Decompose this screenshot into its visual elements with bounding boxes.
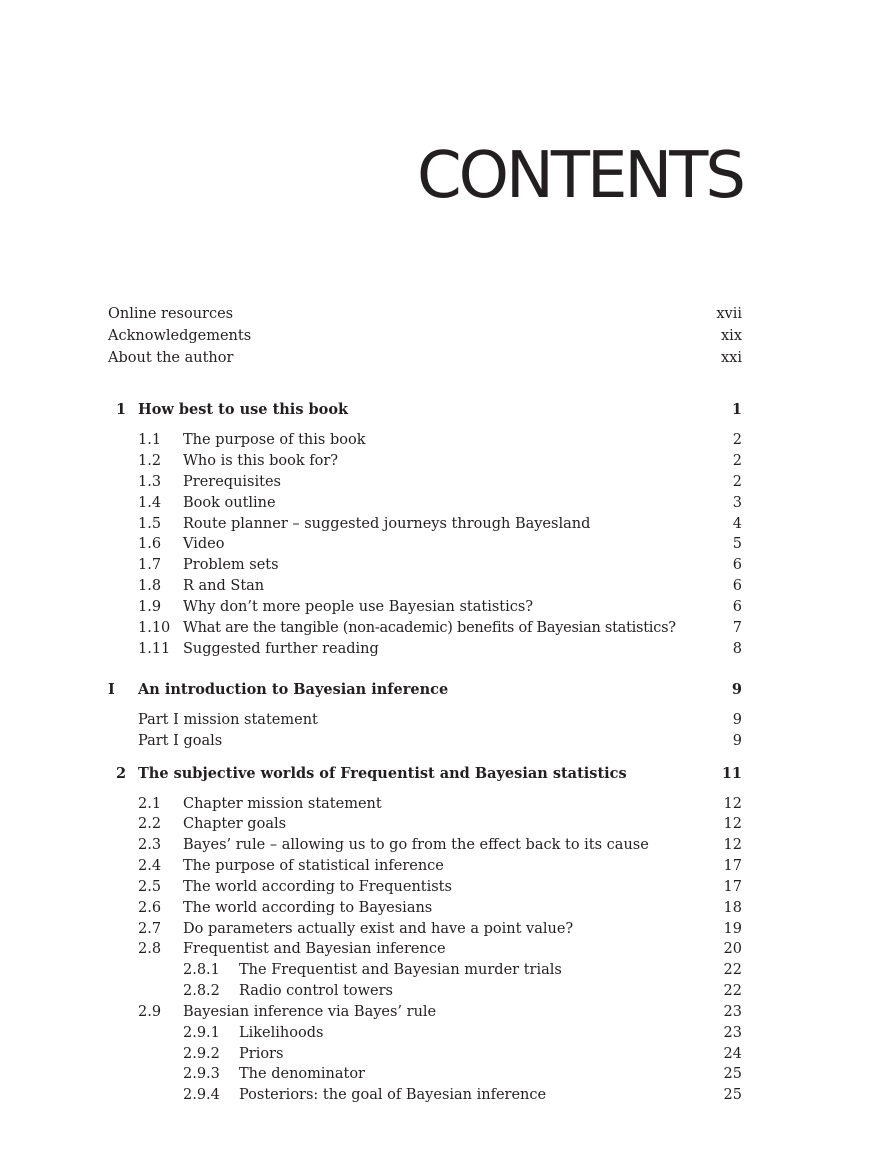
section-number: 1.10 (138, 620, 171, 636)
chapter-number: 2 (116, 765, 127, 782)
subsection-number: 2.9.2 (183, 1046, 220, 1062)
section-title: Problem sets (183, 557, 279, 573)
section-title: What are the tangible (non-academic) benefits of Bayesian statistics? (183, 620, 676, 636)
subsection-number: 2.9.3 (183, 1066, 220, 1082)
chapter-number: 1 (116, 401, 127, 418)
toc-entry-page: xxi (721, 350, 742, 366)
section-number: 1.8 (138, 578, 162, 594)
section-page: 2 (732, 453, 742, 469)
subsection-title: Likelihoods (239, 1025, 324, 1041)
section-title: Who is this book for? (183, 453, 339, 469)
section-number: 1.3 (138, 474, 162, 490)
section-number: 2.7 (138, 921, 162, 937)
toc-section[interactable] (108, 555, 742, 576)
section-page: 6 (732, 599, 742, 615)
section-title: Bayes’ rule – allowing us to go from the effect back to its cause (183, 837, 649, 853)
section-number: 2.8 (138, 941, 162, 957)
toc-entry[interactable] (108, 731, 742, 752)
section-number: 1.5 (138, 516, 162, 532)
section-number: 1.2 (138, 453, 162, 469)
section-number: 2.1 (138, 796, 162, 812)
section-number: 2.4 (138, 858, 162, 874)
section-title: The purpose of this book (183, 432, 366, 448)
chapter-page: 11 (721, 765, 742, 782)
subsection-number: 2.8.1 (183, 962, 220, 978)
section-page: 20 (723, 941, 742, 957)
section-title: The world according to Frequentists (183, 879, 452, 895)
section-page: 6 (732, 578, 742, 594)
toc-section[interactable] (108, 835, 742, 856)
toc-section[interactable] (108, 919, 742, 940)
toc-entry[interactable] (108, 326, 742, 347)
chapter-title: The subjective worlds of Frequentist and Bayesian statistics (138, 765, 627, 782)
section-page: 6 (732, 557, 742, 573)
toc-subsection[interactable] (108, 1044, 742, 1065)
section-title: The purpose of statistical inference (183, 858, 444, 874)
section-number: 2.2 (138, 816, 162, 832)
subsection-title: Priors (239, 1046, 284, 1062)
section-number: 1.9 (138, 599, 162, 615)
subsection-title: Posteriors: the goal of Bayesian inference (239, 1087, 547, 1103)
toc-entry-page: xvii (716, 306, 742, 322)
toc-section[interactable] (108, 472, 742, 493)
toc-section[interactable] (108, 877, 742, 898)
section-title: Chapter goals (183, 816, 287, 832)
section-number: 1.11 (138, 641, 171, 657)
section-page: 7 (732, 620, 742, 636)
toc-section[interactable] (108, 597, 742, 618)
part-number: I (108, 681, 115, 698)
subsection-number: 2.9.4 (183, 1087, 220, 1103)
section-page: 12 (723, 837, 742, 853)
toc-part-heading[interactable] (108, 679, 742, 700)
toc-section[interactable] (108, 856, 742, 877)
chapter-page: 1 (731, 401, 742, 418)
subsection-page: 23 (723, 1025, 742, 1041)
toc-entry-page: xix (721, 328, 742, 344)
section-page: 23 (723, 1004, 742, 1020)
toc-section[interactable] (108, 794, 742, 815)
toc-chapter-heading[interactable] (108, 763, 742, 784)
section-number: 1.4 (138, 495, 162, 511)
toc-section[interactable] (108, 814, 742, 835)
section-title: Do parameters actually exist and have a point value? (183, 921, 574, 937)
section-page: 17 (723, 858, 742, 874)
section-title: The world according to Bayesians (183, 900, 433, 916)
section-title: Bayesian inference via Bayes’ rule (183, 1004, 437, 1020)
section-title: R and Stan (183, 578, 265, 594)
chapter-title: How best to use this book (138, 401, 349, 418)
section-page: 4 (732, 516, 742, 532)
toc-section[interactable] (108, 939, 742, 960)
subsection-number: 2.9.1 (183, 1025, 220, 1041)
page-title: CONTENTS (416, 139, 743, 213)
subsection-title: Radio control towers (239, 983, 393, 999)
section-title: Prerequisites (183, 474, 281, 490)
section-number: 2.5 (138, 879, 162, 895)
toc-entry-title: Part I goals (138, 733, 223, 749)
section-page: 2 (732, 432, 742, 448)
toc-section[interactable] (108, 430, 742, 451)
subsection-page: 22 (723, 983, 742, 999)
toc-section[interactable] (108, 1002, 742, 1023)
toc-entry-title: Acknowledgements (108, 328, 252, 344)
toc-entry-page: 9 (732, 712, 742, 728)
toc-section[interactable] (108, 576, 742, 597)
toc-section[interactable] (108, 639, 742, 660)
section-title: Frequentist and Bayesian inference (183, 941, 446, 957)
section-page: 18 (723, 900, 742, 916)
toc-subsection[interactable] (108, 981, 742, 1002)
subsection-title: The Frequentist and Bayesian murder trials (239, 962, 562, 978)
toc-subsection[interactable] (108, 960, 742, 981)
toc-subsection[interactable] (108, 1085, 742, 1106)
toc-section[interactable] (108, 514, 742, 535)
section-number: 1.1 (138, 432, 162, 448)
section-number: 2.6 (138, 900, 162, 916)
toc-entry[interactable] (108, 348, 742, 369)
toc-subsection[interactable] (108, 1023, 742, 1044)
toc-entry[interactable] (108, 710, 742, 731)
toc-section[interactable] (108, 898, 742, 919)
toc-entry-title: Online resources (108, 306, 234, 322)
section-title: Suggested further reading (183, 641, 379, 657)
section-page: 2 (732, 474, 742, 490)
section-page: 17 (723, 879, 742, 895)
toc-entry-title: About the author (108, 350, 234, 366)
toc-section[interactable] (108, 451, 742, 472)
subsection-page: 22 (723, 962, 742, 978)
section-number: 2.9 (138, 1004, 162, 1020)
subsection-page: 24 (723, 1046, 742, 1062)
section-number: 1.7 (138, 557, 162, 573)
toc-section[interactable] (108, 534, 742, 555)
part-page: 9 (731, 681, 742, 698)
toc-entry[interactable] (108, 304, 742, 325)
section-page: 19 (723, 921, 742, 937)
section-page: 12 (723, 816, 742, 832)
subsection-number: 2.8.2 (183, 983, 220, 999)
subsection-title: The denominator (239, 1066, 365, 1082)
toc-entry-title: Part I mission statement (138, 712, 318, 728)
section-page: 8 (732, 641, 742, 657)
subsection-page: 25 (723, 1066, 742, 1082)
section-title: Why don’t more people use Bayesian statistics? (183, 599, 534, 615)
part-title: An introduction to Bayesian inference (138, 681, 449, 698)
section-title: Book outline (183, 495, 276, 511)
toc-section[interactable] (108, 618, 742, 639)
subsection-page: 25 (723, 1087, 742, 1103)
section-page: 5 (732, 536, 742, 552)
section-number: 1.6 (138, 536, 162, 552)
section-page: 3 (732, 495, 742, 511)
toc-section[interactable] (108, 493, 742, 514)
toc-entry-page: 9 (732, 733, 742, 749)
section-title: Video (183, 536, 225, 552)
section-number: 2.3 (138, 837, 162, 853)
section-title: Route planner – suggested journeys through Bayesland (183, 516, 591, 532)
section-page: 12 (723, 796, 742, 812)
toc-chapter-heading[interactable] (108, 399, 742, 420)
section-title: Chapter mission statement (183, 796, 382, 812)
toc-subsection[interactable] (108, 1064, 742, 1085)
